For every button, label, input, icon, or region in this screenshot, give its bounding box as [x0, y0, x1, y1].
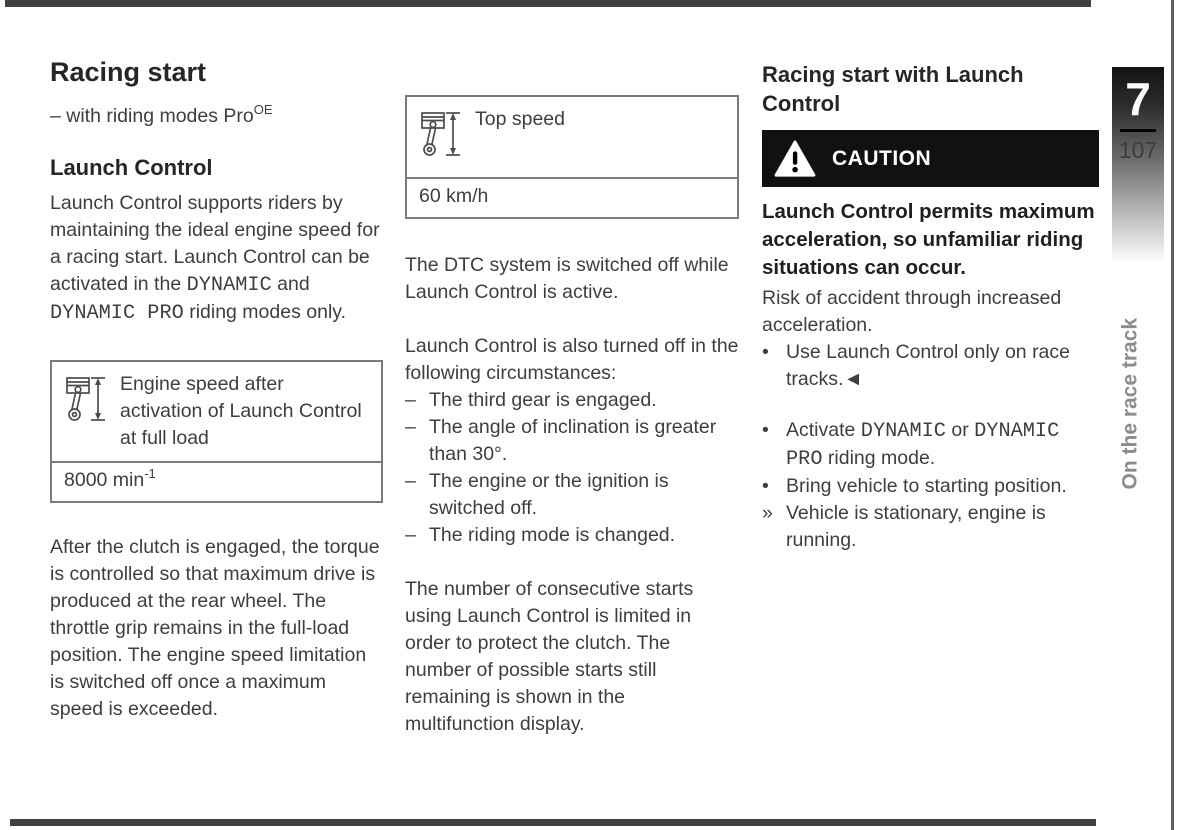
page-title: Racing start [50, 57, 207, 87]
top-speed-infobox-label-row [407, 97, 737, 177]
instruction-item: • Use Launch Control only on race tracks.◄ [762, 341, 1070, 390]
page-right-border [1171, 0, 1174, 830]
riding-mode-name: DYNAMIC [186, 274, 272, 297]
column-1 [50, 57, 383, 723]
paragraph-dtc: The DTC system is switched off while Launch Control is active. [405, 254, 729, 303]
engine-speed-label: Engine speed after activation of Launch Control at full load [120, 373, 362, 449]
bottom-rule [10, 819, 1096, 826]
instruction-item: • Bring vehicle to starting position. [762, 475, 1067, 497]
chapter-tab-divider [1120, 129, 1156, 132]
chapter-tab [1112, 67, 1164, 263]
column-3 [762, 60, 1099, 554]
section-heading-launch-control: Launch Control [50, 155, 213, 180]
engine-speed-infobox [50, 360, 383, 503]
top-speed-infobox [405, 95, 739, 219]
list-item: – The angle of inclination is greater than 30°. [405, 416, 717, 465]
paragraph-consecutive-starts: The number of consecutive starts using Launch Control is limited in order to protect the clutch. The number of possible starts still remaining is shown in the multifunction display. [405, 578, 694, 735]
end-of-warning-mark: ◄ [843, 368, 863, 390]
caution-banner [762, 130, 1099, 187]
result-item: » Vehicle is stationary, engine is running. [762, 502, 1046, 551]
engine-speed-icon [64, 372, 110, 426]
equipment-code: OE [253, 101, 273, 117]
chapter-number: 7 [1125, 73, 1151, 125]
column-2 [405, 95, 739, 738]
top-speed-icon [419, 107, 465, 161]
risk-statement: Risk of accident through increased acceleration. [762, 287, 1062, 336]
top-rule [5, 0, 1091, 7]
instruction-item: • Activate DYNAMIC or DYNAMIC PRO riding mode. [762, 419, 1060, 471]
list-item: – The third gear is engaged. [405, 389, 657, 411]
section-heading-racing-start: Racing start with Launch Control [762, 62, 1024, 116]
warning-triangle-icon [774, 140, 816, 178]
engine-speed-infobox-label-row [52, 362, 381, 461]
page-number: 107 [1118, 137, 1158, 163]
riding-mode-name: DYNAMIC PRO [50, 302, 184, 325]
engine-speed-value: 8000 $\min^{-1}$ [52, 461, 381, 501]
riding-mode-name: DYNAMIC [860, 420, 946, 443]
list-item: – The engine or the ignition is switched off. [405, 470, 669, 519]
riding-mode-name: DYNAMIC PRO [786, 420, 1060, 471]
equipment-note: – with riding modes Pro$^{OE}$ [50, 101, 273, 127]
list-item: – The riding mode is changed. [405, 524, 676, 546]
paragraph-turnoff-intro: Launch Control is also turned off in the following circumstances: [405, 335, 739, 384]
top-speed-value: 60 km/h [407, 177, 737, 217]
paragraph-clutch-torque: After the clutch is engaged, the torque is controlled so that maximum drive is produced at the rear wheel. The throttle grip remains in the full-load position. The engine speed limitation is switched off once a maximum speed is exceeded. [50, 536, 380, 720]
warning-statement: Launch Control permits maximum acceleration, so unfamiliar riding situations can occur. [762, 200, 1095, 279]
paragraph-launch-control-intro: Launch Control supports riders by maintaining the ideal engine speed for a racing start. Launch Control can be activated in the DYNAMIC and DYNAMIC PRO riding modes only. [50, 192, 380, 325]
top-speed-label: Top speed [475, 108, 565, 130]
caution-label: CAUTION [832, 147, 932, 170]
chapter-side-label: On the race track [1118, 317, 1142, 490]
